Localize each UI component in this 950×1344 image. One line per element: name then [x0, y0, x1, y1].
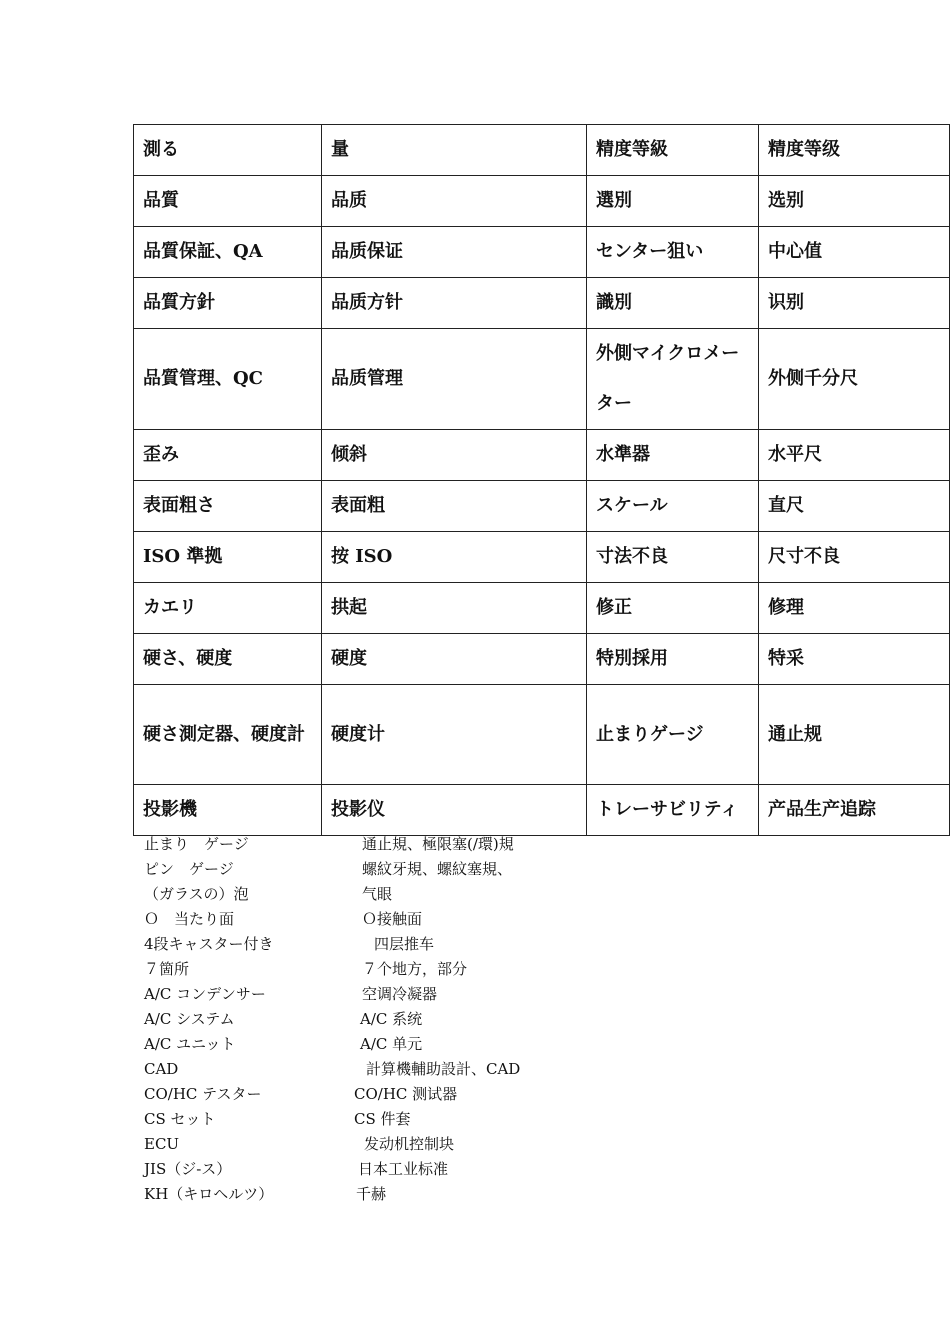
table-cell: 精度等級 — [587, 125, 759, 176]
table-cell: 量 — [322, 125, 587, 176]
list-item — [144, 1057, 704, 1082]
term-japanese: ECU — [144, 1135, 180, 1153]
list-item — [144, 957, 704, 982]
table-cell: 拱起 — [322, 583, 587, 634]
table-cell: 測る — [134, 125, 322, 176]
table-row — [134, 583, 950, 634]
table-cell: 倾斜 — [322, 430, 587, 481]
table-cell: 按 ISO — [322, 532, 587, 583]
table-row — [134, 481, 950, 532]
term-chinese: 螺紋牙規、螺紋塞規、 — [362, 860, 513, 878]
table-cell: 识别 — [759, 278, 950, 329]
table-cell: 品質管理、QC — [134, 329, 322, 430]
table-cell: 修正 — [587, 583, 759, 634]
table-cell: 特別採用 — [587, 634, 759, 685]
table-cell: 品質 — [134, 176, 322, 227]
table-cell: 表面粗さ — [134, 481, 322, 532]
table-row — [134, 634, 950, 685]
table-cell: 品质保证 — [322, 227, 587, 278]
term-japanese: ７箇所 — [144, 960, 190, 978]
table-cell: ISO 準拠 — [134, 532, 322, 583]
term-chinese: ７个地方，部分 — [362, 960, 468, 978]
table-cell: 水準器 — [587, 430, 759, 481]
table-row — [134, 176, 950, 227]
table-cell: 品質方針 — [134, 278, 322, 329]
list-item — [144, 982, 704, 1007]
table-cell: トレーサビリティ — [587, 785, 759, 836]
table-row — [134, 227, 950, 278]
term-chinese: 計算機輔助設計、CAD — [366, 1060, 521, 1078]
table-cell: 品质 — [322, 176, 587, 227]
table-row — [134, 125, 950, 176]
table-cell: 精度等级 — [759, 125, 950, 176]
term-chinese: 空调冷凝器 — [362, 985, 438, 1003]
list-item — [144, 1107, 704, 1132]
term-chinese: 气眼 — [362, 885, 393, 903]
list-item — [144, 1032, 704, 1057]
table-cell: 选别 — [759, 176, 950, 227]
glossary-table — [133, 124, 950, 836]
list-item — [144, 882, 704, 907]
term-chinese: Ｏ接触面 — [362, 910, 423, 928]
term-chinese: 四层推车 — [374, 935, 435, 953]
term-japanese: KH（キロヘルツ） — [144, 1185, 274, 1203]
table-cell: 外側マイクロメーター — [587, 329, 759, 430]
list-item — [144, 857, 704, 882]
term-japanese: CAD — [144, 1060, 179, 1078]
list-item — [144, 1157, 704, 1182]
term-chinese: CS 件套 — [354, 1110, 411, 1128]
table-cell: 硬さ、硬度 — [134, 634, 322, 685]
table-cell: 品質保証、QA — [134, 227, 322, 278]
table-row — [134, 532, 950, 583]
list-item — [144, 832, 704, 857]
term-japanese: 4段キャスター付き — [144, 935, 274, 953]
list-item — [144, 907, 704, 932]
table-cell: 特采 — [759, 634, 950, 685]
table-cell: カエリ — [134, 583, 322, 634]
table-row — [134, 785, 950, 836]
table-cell: 外侧千分尺 — [759, 329, 950, 430]
table-cell: 止まりゲージ — [587, 685, 759, 785]
table-cell: 投影仪 — [322, 785, 587, 836]
list-item — [144, 932, 704, 957]
table-cell: 選別 — [587, 176, 759, 227]
table-cell: 硬度 — [322, 634, 587, 685]
term-japanese: CS セット — [144, 1110, 216, 1128]
term-chinese: A/C 系统 — [360, 1010, 423, 1028]
table-row — [134, 329, 950, 430]
table-row — [134, 278, 950, 329]
table-cell: 硬度计 — [322, 685, 587, 785]
table-cell: 表面粗 — [322, 481, 587, 532]
term-chinese: 通止規、極限塞(/環)規 — [362, 835, 514, 853]
table-cell: 識別 — [587, 278, 759, 329]
term-list — [144, 832, 704, 1207]
term-japanese: A/C システム — [144, 1010, 235, 1028]
list-item — [144, 1132, 704, 1157]
term-chinese: A/C 单元 — [360, 1035, 423, 1053]
table-cell: 中心值 — [759, 227, 950, 278]
table-cell: センター狙い — [587, 227, 759, 278]
term-japanese: 止まり ゲージ — [144, 835, 249, 853]
table-cell: 修理 — [759, 583, 950, 634]
term-japanese: A/C ユニット — [144, 1035, 236, 1053]
table-cell: 直尺 — [759, 481, 950, 532]
term-japanese: ピン ゲージ — [144, 860, 234, 878]
term-japanese: （ガラスの）泡 — [144, 885, 249, 903]
term-chinese: 日本工业标准 — [358, 1160, 449, 1178]
table-cell: 歪み — [134, 430, 322, 481]
table-cell: 品质方针 — [322, 278, 587, 329]
table-cell: スケール — [587, 481, 759, 532]
table-cell: 投影機 — [134, 785, 322, 836]
term-japanese: A/C コンデンサー — [144, 985, 266, 1003]
term-chinese: 发动机控制块 — [364, 1135, 455, 1153]
table-cell: 产品生产追踪 — [759, 785, 950, 836]
term-chinese: CO/HC 测试器 — [354, 1085, 458, 1103]
table-cell: 寸法不良 — [587, 532, 759, 583]
term-japanese: JIS（ジ-ス） — [144, 1160, 232, 1178]
term-japanese: Ｏ 当たり面 — [144, 910, 235, 928]
table-cell: 水平尺 — [759, 430, 950, 481]
term-japanese: CO/HC テスター — [144, 1085, 262, 1103]
table-cell: 硬さ測定器、硬度計 — [134, 685, 322, 785]
table-cell: 品质管理 — [322, 329, 587, 430]
list-item — [144, 1182, 704, 1207]
table-row — [134, 685, 950, 785]
list-item — [144, 1082, 704, 1107]
table-cell: 尺寸不良 — [759, 532, 950, 583]
table-cell: 通止规 — [759, 685, 950, 785]
list-item — [144, 1007, 704, 1032]
term-chinese: 千赫 — [356, 1185, 387, 1203]
table-row — [134, 430, 950, 481]
